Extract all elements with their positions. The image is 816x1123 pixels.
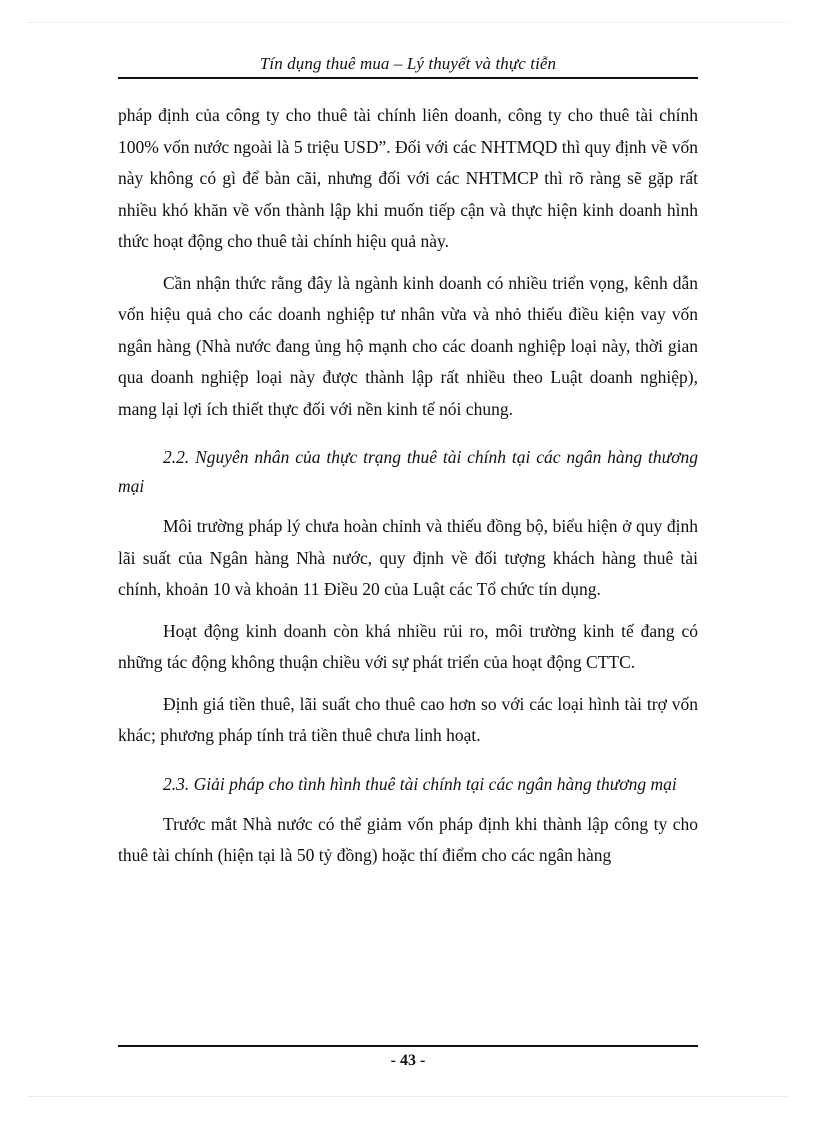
header-rule bbox=[118, 77, 698, 79]
page-number: - 43 - bbox=[390, 1052, 426, 1069]
section-heading-2-3: 2.3. Giải pháp cho tình hình thuê tài chính tại các ngân hàng thương mại bbox=[163, 773, 677, 794]
running-header: Tín dụng thuê mua – Lý thuyết và thực tiễn bbox=[259, 54, 557, 73]
paragraph-5: Định giá tiền thuê, lãi suất cho thuê cao hơn so với các loại hình tài trợ vốn khác; phương pháp tính trả tiền thuê chưa linh hoạt. bbox=[118, 693, 698, 745]
page-bottom-dotted-border bbox=[28, 1096, 788, 1097]
paragraph-6: Trước mắt Nhà nước có thể giảm vốn pháp định khi thành lập công ty cho thuê tài chính (hiện tại là 50 tỷ đồng) hoặc thí điểm cho các ngân hàng bbox=[118, 813, 698, 865]
footer-rule bbox=[118, 1045, 698, 1047]
paragraph-3: Môi trường pháp lý chưa hoàn chỉnh và thiếu đồng bộ, biểu hiện ở quy định lãi suất của Ngân hàng Nhà nước, quy định về đối tượng khách hàng thuê tài chính, khoản 10 và khoản 11 Điều 20 của Luật các Tổ chức tín dụng. bbox=[118, 516, 698, 599]
paragraph-1: pháp định của công ty cho thuê tài chính liên doanh, công ty cho thuê tài chính 100% vốn nước ngoài là 5 triệu USD”. Đối với các NHTMQD thì quy định về vốn này không có gì để bàn cãi, nhưng đối với các NHTMCP thì rõ ràng sẽ gặp rất nhiều khó khăn về vốn thành lập khi muốn tiếp cận và thực hiện kinh doanh hình thức hoạt động cho thuê tài chính hiệu quả này. bbox=[118, 105, 698, 251]
page-top-dotted-border bbox=[28, 22, 788, 23]
paragraph-2: Cần nhận thức rằng đây là ngành kinh doanh có nhiều triển vọng, kênh dẫn vốn hiệu quả cho các doanh nghiệp tư nhân vừa và nhỏ thiếu điều kiện vay vốn ngân hàng (Nhà nước đang ủng hộ mạnh cho các doanh nghiệp loại này, thời gian qua doanh nghiệp loại này được thành lập rất nhiều theo Luật doanh nghiệp), mang lại lợi ích thiết thực đối với nền kinh tế nói chung. bbox=[118, 272, 698, 419]
section-heading-2-2: 2.2. Nguyên nhân của thực trạng thuê tài chính tại các ngân hàng thương mại bbox=[118, 447, 698, 496]
body-text bbox=[118, 100, 698, 872]
paragraph-4: Hoạt động kinh doanh còn khá nhiều rủi ro, môi trường kinh tế đang có những tác động không thuận chiều với sự phát triển của hoạt động CTTC. bbox=[118, 620, 698, 672]
